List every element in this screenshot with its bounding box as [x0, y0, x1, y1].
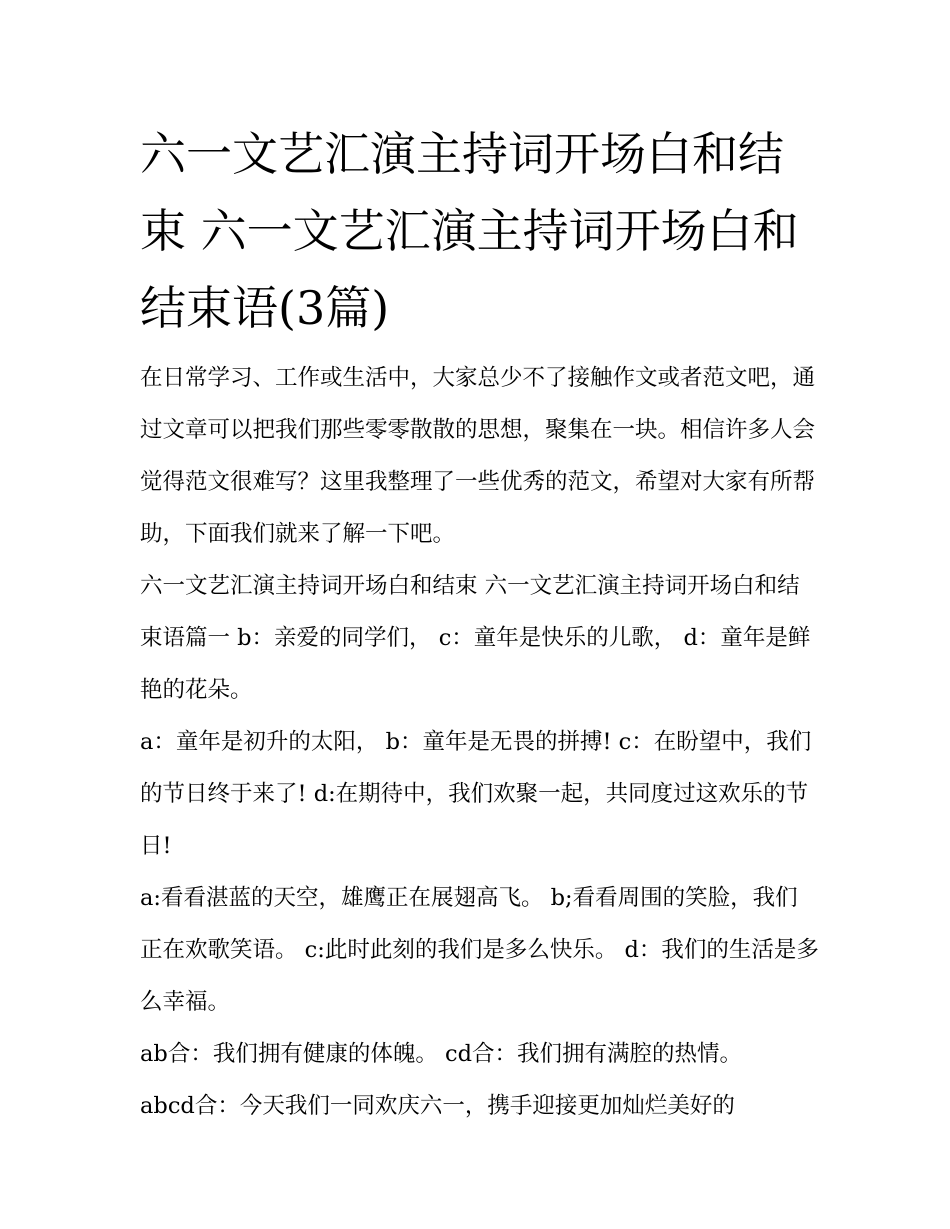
document-title: 六一文艺汇演主持词开场白和结束 六一文艺汇演主持词开场白和结束语(3篇) — [140, 127, 799, 335]
paragraph-intro: 在日常学习、工作或生活中，大家总少不了接触作文或者范文吧，通过文章可以把我们那些零零散散的思想，聚集在一块。相信许多人会觉得范文很难写？这里我整理了一些优秀的范文，希望对大家有所帮助，下面我们就来了解一下吧。 — [140, 365, 816, 547]
document-body — [140, 352, 820, 1132]
paragraph-dialogue-3: ab合：我们拥有健康的体魄。 cd合：我们拥有满腔的热情。 — [140, 1041, 742, 1067]
paragraph-dialogue-1: a：童年是初升的太阳， b：童年是无畏的拼搏! c：在盼望中，我们的节日终于来了! d:在期待中，我们欢聚一起，共同度过这欢乐的节日! — [140, 729, 812, 859]
paragraph-dialogue-4: abcd合：今天我们一同欢庆六一，携手迎接更加灿烂美好的 — [140, 1093, 735, 1119]
paragraph-dialogue-2: a:看看湛蓝的天空，雄鹰正在展翅高飞。 b;看看周围的笑脸，我们正在欢歌笑语。 c:此时此刻的我们是多么快乐。 d：我们的生活是多么幸福。 — [140, 885, 819, 1015]
paragraph-opening: 六一文艺汇演主持词开场白和结束 六一文艺汇演主持词开场白和结束语篇一 b：亲爱的同学们， c：童年是快乐的儿歌， d：童年是鲜艳的花朵。 — [140, 573, 811, 703]
